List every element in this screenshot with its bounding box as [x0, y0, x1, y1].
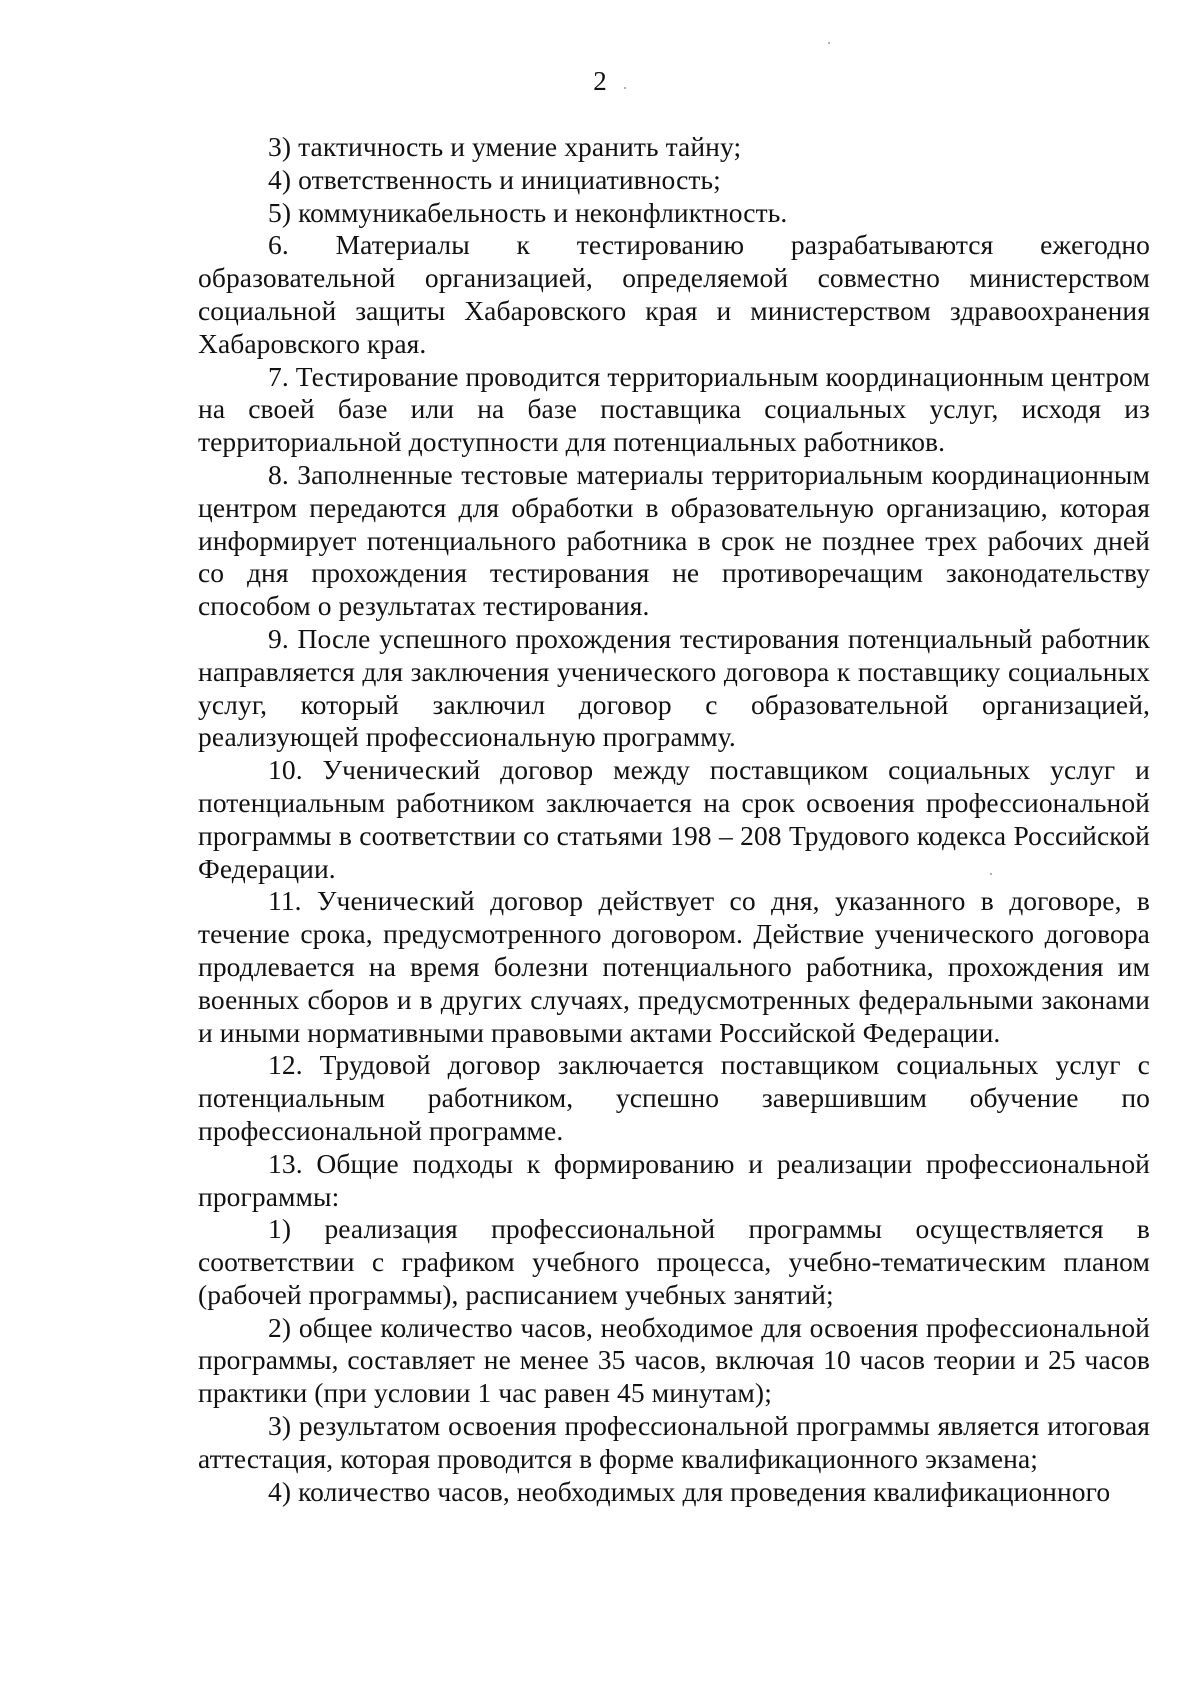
clause-12: 12. Трудовой договор заключается поставщиком социальных услуг с потенциальным работником, успешно завершившим обучение по профессиональной программе.	[198, 1049, 1150, 1146]
clause-13: 13. Общие подходы к формированию и реализации профессиональной программы:	[198, 1147, 1150, 1212]
scan-speck	[624, 87, 626, 89]
clause-13-item-1: 1) реализация профессиональной программы осуществляется в соответствии с графиком учебного процесса, учебно-тематическим планом (рабочей программы), расписанием учебных занятий;	[198, 1213, 1150, 1310]
clause-13-item-4: 4) количество часов, необходимых для проведения квалификационного	[268, 1475, 1111, 1507]
page-number: 2	[593, 66, 607, 96]
list-item-tact: 3) тактичность и умение хранить тайну;	[268, 131, 742, 162]
clause-13-item-3: 3) результатом освоения профессиональной программы является итоговая аттестация, которая проводится в форме квалификационного экзамена;	[198, 1410, 1150, 1474]
clause-11: 11. Ученический договор действует со дня, указанного в договоре, в течение срока, предусмотренного договором. Действие ученического договора продлевается на время болезни потенциального работника, прохождения им военных сборов и в других случаях, предусмотренных федеральными законами и иными нормативными правовыми актами Российской Федерации.	[198, 885, 1150, 1048]
clause-9: 9. После успешного прохождения тестирования потенциальный работник направляется для заключения ученического договора к поставщику социальных услуг, который заключил договор с образовательной организацией, реализующей профессиональную программу.	[198, 622, 1150, 753]
document-body	[198, 131, 1150, 1508]
clause-7: 7. Тестирование проводится территориальным координационным центром на своей базе или на базе поставщика социальных услуг, исходя из территориальной доступности для потенциальных работников.	[198, 360, 1151, 458]
scan-speck	[828, 42, 830, 44]
list-item-responsibility: 4) ответственность и инициативность;	[268, 163, 721, 195]
list-item-communication: 5) коммуникабельность и неконфликтность.	[268, 196, 788, 228]
clause-8: 8. Заполненные тестовые материалы территориальным координационным центром передаются для обработки в образовательную организацию, которая информирует потенциального работника в срок не позднее трех рабочих дней со дня прохождения тестирования не противоречащим законодательству способом о результатах тестирования.	[198, 458, 1150, 622]
clause-10: 10. Ученический договор между поставщиком социальных услуг и потенциальным работником заключается на срок освоения профессиональной программы в соответствии со статьями 198 – 208 Трудового кодекса Российской Федерации.	[198, 754, 1150, 884]
clause-6: 6. Материалы к тестированию разрабатываются ежегодно образовательной организацией, определяемой совместно министерством социальной защиты Хабаровского края и министерством здравоохранения Хабаровского края.	[198, 229, 1150, 359]
clause-13-item-2: 2) общее количество часов, необходимое для освоения профессиональной программы, составляет не менее 35 часов, включая 10 часов теории и 25 часов практики (при условии 1 час равен 45 минутам);	[198, 1311, 1150, 1409]
